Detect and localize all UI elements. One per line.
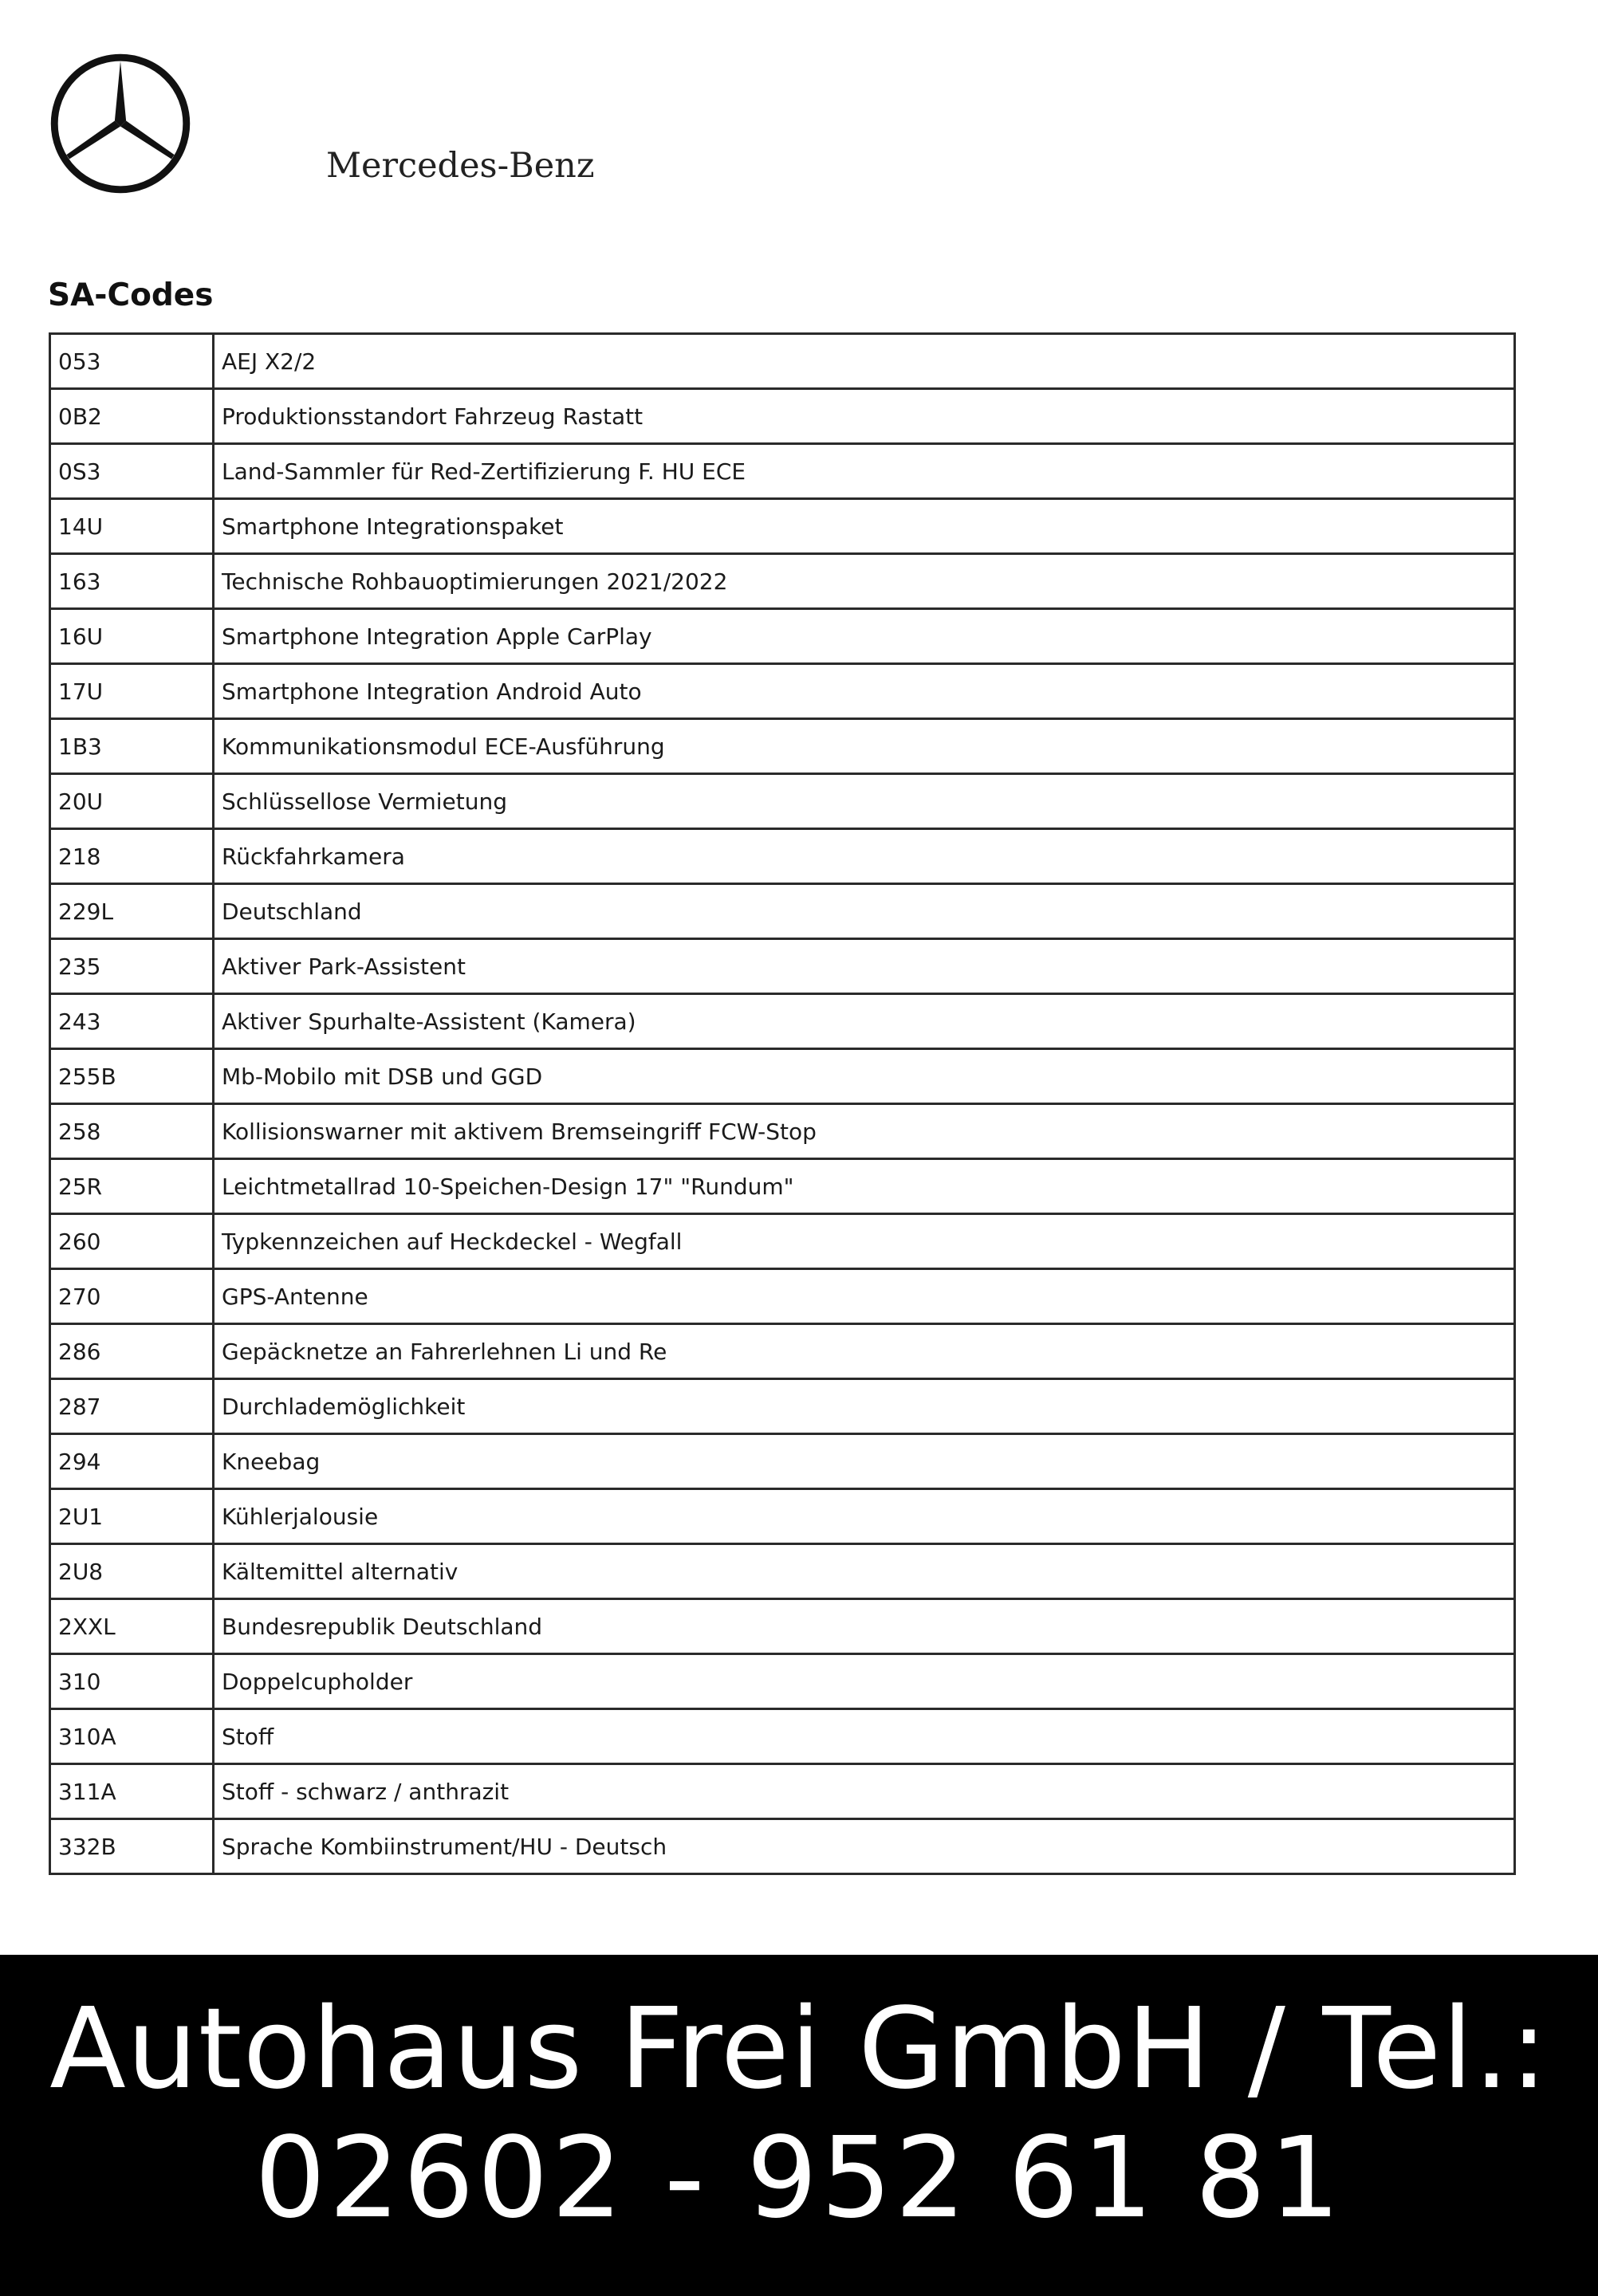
table-row [50, 1049, 1515, 1104]
table-row [50, 884, 1515, 939]
table-row [50, 774, 1515, 829]
sa-code-cell: 310 [50, 1654, 214, 1709]
sa-description-cell: Kneebag [214, 1434, 1515, 1489]
sa-description-cell: Aktiver Spurhalte-Assistent (Kamera) [214, 994, 1515, 1049]
table-row [50, 554, 1515, 609]
sa-description-cell: Kühlerjalousie [214, 1489, 1515, 1544]
table-row [50, 334, 1515, 389]
sa-description-cell: Rückfahrkamera [214, 829, 1515, 884]
mercedes-star-icon [49, 53, 191, 195]
brand-wordmark: Mercedes-Benz [326, 146, 595, 186]
sa-code-cell: 1B3 [50, 719, 214, 774]
sa-code-cell: 218 [50, 829, 214, 884]
sa-description-cell: Stoff [214, 1709, 1515, 1764]
table-row [50, 1544, 1515, 1599]
sa-code-cell: 163 [50, 554, 214, 609]
sa-code-cell: 258 [50, 1104, 214, 1159]
table-row [50, 1269, 1515, 1324]
sa-code-cell: 0B2 [50, 389, 214, 444]
sa-code-cell: 286 [50, 1324, 214, 1379]
sa-description-cell: Durchlademöglichkeit [214, 1379, 1515, 1434]
sa-code-cell: 243 [50, 994, 214, 1049]
sa-description-cell: Bundesrepublik Deutschland [214, 1599, 1515, 1654]
sa-description-cell: Kollisionswarner mit aktivem Bremseingriff FCW-Stop [214, 1104, 1515, 1159]
sa-description-cell: Mb-Mobilo mit DSB und GGD [214, 1049, 1515, 1104]
table-row [50, 609, 1515, 664]
sa-code-cell: 311A [50, 1764, 214, 1819]
sa-code-cell: 20U [50, 774, 214, 829]
sa-code-cell: 25R [50, 1159, 214, 1214]
sa-description-cell: Smartphone Integration Apple CarPlay [214, 609, 1515, 664]
sa-code-cell: 2XXL [50, 1599, 214, 1654]
sa-code-cell: 14U [50, 499, 214, 554]
sa-description-cell: Typkennzeichen auf Heckdeckel - Wegfall [214, 1214, 1515, 1269]
sa-code-cell: 2U8 [50, 1544, 214, 1599]
sa-description-cell: Kältemittel alternativ [214, 1544, 1515, 1599]
dealer-phone-line: 02602 - 952 61 81 [254, 2113, 1344, 2243]
table-row [50, 994, 1515, 1049]
sa-code-cell: 229L [50, 884, 214, 939]
sa-description-cell: Technische Rohbauoptimierungen 2021/2022 [214, 554, 1515, 609]
table-row [50, 1324, 1515, 1379]
dealer-name-line: Autohaus Frei GmbH / Tel.: [49, 1984, 1549, 2114]
table-row [50, 444, 1515, 499]
sa-codes-table [49, 332, 1516, 1875]
table-row [50, 1599, 1515, 1654]
table-row [50, 719, 1515, 774]
sa-description-cell: Leichtmetallrad 10-Speichen-Design 17" "Rundum" [214, 1159, 1515, 1214]
section-title: SA-Codes [48, 277, 214, 313]
sa-description-cell: Stoff - schwarz / anthrazit [214, 1764, 1515, 1819]
sa-code-cell: 235 [50, 939, 214, 994]
sa-description-cell: Smartphone Integration Android Auto [214, 664, 1515, 719]
table-row [50, 1489, 1515, 1544]
table-row [50, 1654, 1515, 1709]
table-row [50, 1819, 1515, 1874]
sa-description-cell: Gepäcknetze an Fahrerlehnen Li und Re [214, 1324, 1515, 1379]
table-row [50, 389, 1515, 444]
sa-code-cell: 2U1 [50, 1489, 214, 1544]
sa-code-cell: 16U [50, 609, 214, 664]
sa-description-cell: Produktionsstandort Fahrzeug Rastatt [214, 389, 1515, 444]
sa-code-cell: 053 [50, 334, 214, 389]
sa-description-cell: Sprache Kombiinstrument/HU - Deutsch [214, 1819, 1515, 1874]
table-row [50, 1159, 1515, 1214]
table-row [50, 1764, 1515, 1819]
sa-code-cell: 310A [50, 1709, 214, 1764]
sa-description-cell: GPS-Antenne [214, 1269, 1515, 1324]
table-row [50, 939, 1515, 994]
sa-description-cell: AEJ X2/2 [214, 334, 1515, 389]
sa-codes-table-body [50, 334, 1515, 1874]
sa-code-cell: 0S3 [50, 444, 214, 499]
table-row [50, 499, 1515, 554]
sa-code-cell: 17U [50, 664, 214, 719]
table-row [50, 1434, 1515, 1489]
table-row [50, 829, 1515, 884]
sa-description-cell: Kommunikationsmodul ECE-Ausführung [214, 719, 1515, 774]
table-row [50, 1379, 1515, 1434]
sa-code-cell: 260 [50, 1214, 214, 1269]
sa-code-cell: 287 [50, 1379, 214, 1434]
sa-code-cell: 255B [50, 1049, 214, 1104]
sa-description-cell: Smartphone Integrationspaket [214, 499, 1515, 554]
sa-code-cell: 332B [50, 1819, 214, 1874]
sa-code-cell: 294 [50, 1434, 214, 1489]
sa-code-cell: 270 [50, 1269, 214, 1324]
table-row [50, 1214, 1515, 1269]
table-row [50, 1709, 1515, 1764]
sa-description-cell: Aktiver Park-Assistent [214, 939, 1515, 994]
sa-description-cell: Doppelcupholder [214, 1654, 1515, 1709]
sa-description-cell: Land-Sammler für Red-Zertifizierung F. HU ECE [214, 444, 1515, 499]
table-row [50, 664, 1515, 719]
sa-description-cell: Deutschland [214, 884, 1515, 939]
sa-description-cell: Schlüssellose Vermietung [214, 774, 1515, 829]
dealer-contact-banner [0, 1955, 1598, 2296]
table-row [50, 1104, 1515, 1159]
